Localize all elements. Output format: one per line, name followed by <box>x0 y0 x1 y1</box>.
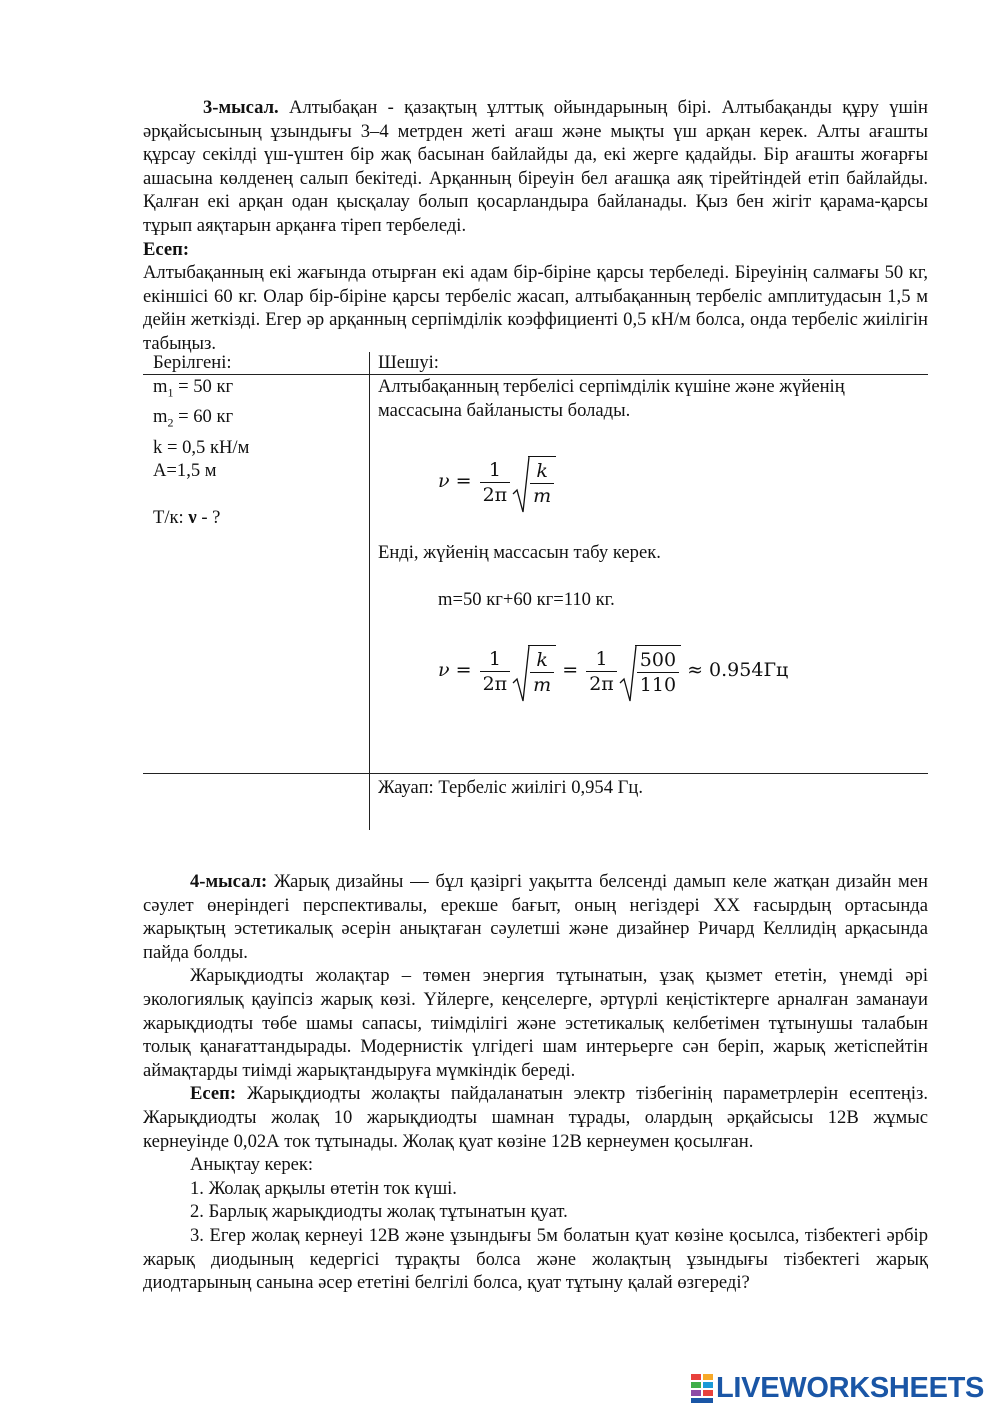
example4-para1: 4-мысал: Жарық дизайны — бұл қазіргі уақытта белсенді дамып келе жатқан дизайн мен сәулет өнеріндегі перспективалы, ерекше бағыт, оның негіздері XX ғасырдың ортасында жарықтың эстетикалық әсерін анықтаған сәулетші және дизайнер Ричард Келлидің арқасында пайда болды. <box>143 871 928 963</box>
example4-task-label: Есеп: <box>190 1083 237 1105</box>
solution-text2: Енді, жүйенің массасын табу керек. <box>378 542 661 563</box>
example4-question2: 2. Барлық жарықдиодты жолақ тұтынатын қуат. <box>190 1201 568 1223</box>
frequency-formula: ν = $\frac{1}{2\pi}$ $\frac{k}{m}$ <box>438 456 556 508</box>
given-m2: $m_2 = 60$ кг <box>153 406 234 431</box>
example4-task: Есеп: Жарықдиодты жолақты пайдаланатын электр тізбегінің параметрлерін есептеңіз. Жарықдиодты жолақ 10 жарықдиодты шамнан тұрады, олардың әрқайсысы 12В жұмыс кернеуінде 0,02А ток тұтынады. Жолақ қуат көзіне 12В кернеумен қосылған. <box>143 1083 928 1152</box>
liveworksheets-logo-icon[interactable] <box>691 1374 715 1404</box>
given-values <box>153 375 249 530</box>
table-divider-vertical <box>369 352 370 830</box>
given-find: Т/к: ν - ? <box>153 507 221 529</box>
example4-question3: 3. Егер жолақ кернеуі 12В және ұзындығы 5м болатын қуат көзіне қосылса, тізбектегі әрбір жарық диодының кедергісі тұрақты болса және жолақтың ұзындығы тізбектегі жарық диодтарының санына әсер ететіні белгілі болса, қуат тұтыну қалай өзгереді? <box>143 1224 928 1294</box>
example3-intro: 3-мысал. Алтыбақан - қазақтың ұлттық ойындарының бірі. Алтыбақанды құру үшін әрқайсысының ұзындығы 3–4 метрден жеті ағаш және мықты үш арқан керек. Алты ағашты құрсау секілді үш-үштен бір жақ басынан байлайды да, екі жерге қадайды. Бір ағашты жоғарғы ашасына көлденең салып бекітеді. Арқанның біреуін бел ағашқа аяқ тірейтіндей етіп байлайды. Қалған екі арқан одан қысқалау болып қосарландыра байланады. Қыз бен жігіт қарама-қарсы тұрып аяқтарын арқанға тіреп тербеледі. <box>143 97 928 236</box>
example3-title: 3-мысал. <box>203 97 279 118</box>
example4-determine: Анықтау керек: <box>190 1154 314 1176</box>
example4-para2: Жарықдиодты жолақтар – төмен энергия тұтынатын, ұзақ қызмет ететін, үнемді әрі экологиялық қауіпсіз жарық көзі. Үйлерге, кеңселерге, әртүрлі кеңістіктерге арналған заманауи жарықдиодты төбе шамы сапасы, тиімділігі және эстетикалық келбетімен тұтынушы талабын толық қанағаттандырады. Модернистік үлгідегі шам интерьерге сән беріп, жарық жетіспейтін аймақтарды тиімді жарықтандыруға мүмкіндік береді. <box>143 965 928 1081</box>
example4-question1: 1. Жолақ арқылы өтетін ток күші. <box>190 1177 457 1199</box>
mass-calculation: m=50 кг+60 кг=110 кг. <box>438 589 615 610</box>
example4-title: 4-мысал: <box>190 871 268 892</box>
example3-task-label: Есеп: <box>143 238 190 260</box>
table-answer-rule <box>143 773 928 774</box>
answer: Жауап: Тербеліс жиілігі 0,954 Гц. <box>378 777 644 798</box>
given-k: k = 0,5 кН/м <box>153 436 250 458</box>
example3-section <box>143 96 928 356</box>
solution-text1: Алтыбақанның тербелісі серпімділік күшіне және жүйенің массасына байланысты болады. <box>378 376 845 421</box>
brand-name[interactable]: LIVEWORKSHEETS <box>716 1372 985 1404</box>
given-m1: $m_1 = 50$ кг <box>153 376 234 400</box>
example3-task-text: Алтыбақанның екі жағында отырған екі адам бір-біріне қарсы тербеледі. Біреуінің салмағы 50 кг, екіншісі 60 кг. Олар бір-біріне қарсы тербеліс жасап, алтыбақанның тербеліс амплитудасын 1,5 м дейін жеткізді. Егер әр арқанның серпімділік коэффициенті 0,5 кН/м болса, онда тербеліс жиілігін табыңыз. <box>143 262 928 354</box>
solution-header: Шешуі: <box>378 352 439 373</box>
given-amplitude: А=1,5 м <box>153 460 217 482</box>
given-header: Берілгені: <box>153 352 232 373</box>
frequency-result-formula: ν = $\frac{1}{2\pi}$ $\frac{k}{m}$ = $\frac{1}{2\pi}$ $\frac{500}{110}$ ≈ 0.954Гц <box>438 645 788 697</box>
example4-section <box>143 870 928 1295</box>
